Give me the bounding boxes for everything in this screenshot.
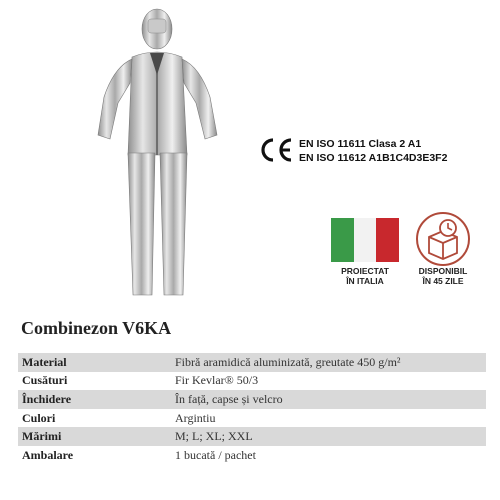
spec-label: Material bbox=[18, 353, 171, 372]
spec-value: 1 bucată / pachet bbox=[175, 447, 256, 462]
spec-value: M; L; XL; XXL bbox=[171, 427, 486, 446]
spec-value: Argintiu bbox=[175, 410, 216, 425]
spec-value: Fir Kevlar® 50/3 bbox=[175, 373, 259, 388]
italy-flag-icon bbox=[331, 218, 399, 262]
table-row bbox=[18, 446, 486, 465]
table-row bbox=[18, 390, 486, 409]
standard-2: EN ISO 11612 A1B1C4D3E3F2 bbox=[299, 151, 448, 164]
availability-label: DISPONIBIL ÎN 45 ZILE bbox=[418, 266, 468, 286]
spec-label: Ambalare bbox=[22, 447, 74, 462]
spec-value: În față, capse și velcro bbox=[171, 390, 486, 409]
table-row bbox=[18, 427, 486, 446]
ce-mark-icon bbox=[258, 137, 294, 163]
standard-1: EN ISO 11611 Clasa 2 A1 bbox=[299, 138, 422, 150]
spec-label: Închidere bbox=[18, 390, 171, 409]
specs-table bbox=[18, 353, 486, 465]
product-image bbox=[90, 5, 225, 305]
table-row bbox=[18, 353, 486, 372]
table-row bbox=[18, 409, 486, 428]
box-clock-icon bbox=[415, 211, 471, 267]
spec-label: Mărimi bbox=[18, 427, 171, 446]
spec-label: Cusături bbox=[22, 373, 68, 388]
spec-label: Culori bbox=[22, 410, 56, 425]
table-row bbox=[18, 372, 486, 391]
spec-value: Fibră aramidică aluminizată, greutate 450 g/m² bbox=[171, 353, 486, 372]
certification-standards bbox=[299, 138, 447, 165]
origin-label: PROIECTAT ÎN ITALIA bbox=[341, 266, 389, 286]
product-title: Combinezon V6KA bbox=[21, 318, 172, 338]
